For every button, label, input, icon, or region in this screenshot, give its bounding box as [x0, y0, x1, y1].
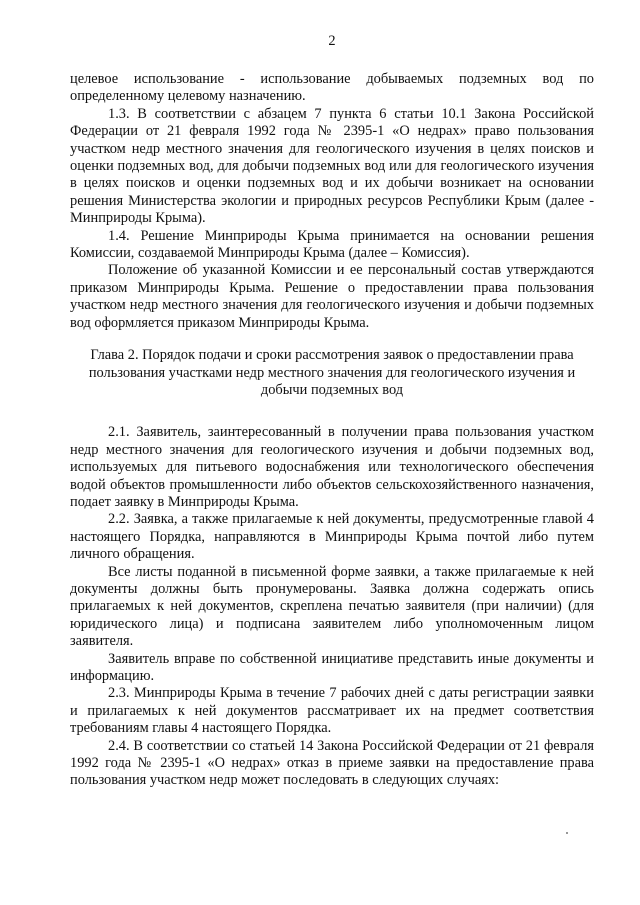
paragraph-1-4: 1.4. Решение Минприроды Крыма принимается на основании решения Комиссии, создаваемой Минприроды Крыма (далее – Комиссия).	[70, 227, 594, 262]
document-page	[70, 32, 594, 790]
scan-speck	[566, 832, 568, 834]
paragraph-additional-documents: Заявитель вправе по собственной инициативе представить иные документы и информацию.	[70, 650, 594, 684]
paragraph-2-4: 2.4. В соответствии со статьей 14 Закона Российской Федерации от 21 февраля 1992 года № 2395-1 «О недрах» отказ в приеме заявки на предоставление права пользования участком недр может последовать в следующих случаях:	[70, 737, 594, 789]
chapter-2-heading: Глава 2. Порядок подачи и сроки рассмотрения заявок о предоставлении права пользования участками недр местного значения для геологического изучения и добычи подземных вод	[88, 347, 576, 398]
paragraph-commission-regulation: Положение об указанной Комиссии и ее персональный состав утверждаются приказом Минприроды Крыма. Решение о предоставлении права пользования участком недр местного значения для геологического изучения и добычи подземных вод оформляется приказом Минприроды Крыма.	[70, 262, 594, 331]
paragraph-2-1: 2.1. Заявитель, заинтересованный в получении права пользования участком недр местного значения для геологического изучения и добычи подземных вод, используемых для питьевого водоснабжения или технологического обеспечения водой объектов промышленности либо объектов сельскохозяйственного назначения, подает заявку в Минприроды Крыма.	[70, 424, 594, 510]
paragraph-2-2: 2.2. Заявка, а также прилагаемые к ней документы, предусмотренные главой 4 настоящего Порядка, направляются в Минприроды Крыма почтой либо путем личного обращения.	[70, 511, 594, 563]
paragraph-2-3: 2.3. Минприроды Крыма в течение 7 рабочих дней с даты регистрации заявки и прилагаемых к ней документов рассматривает их на предмет соответствия требованиям главы 4 настоящего Порядка.	[70, 685, 594, 737]
paragraph-sheets-numbering: Все листы поданной в письменной форме заявки, а также прилагаемые к ней документы должны быть пронумерованы. Заявка должна содержать опись прилагаемых к ней документов, скреплена печатью заявителя (при наличии) (для юридического лица) и подписана заявителем либо уполномоченным лицом заявителя.	[70, 563, 594, 650]
page-number: 2	[328, 33, 336, 49]
paragraph-purpose-definition: целевое использование - использование добываемых подземных вод по определенному целевому назначению.	[70, 71, 594, 105]
paragraph-1-3: 1.3. В соответствии с абзацем 7 пункта 6 статьи 10.1 Закона Российской Федерации от 21 февраля 1992 года № 2395-1 «О недрах» право пользования участком недр местного значения для геологического изучения в целях поисков и оценки подземных вод, для добычи подземных вод или для геологического изучения в целях поисков и оценки подземных вод и их добычи возникает на основании решения Министерства экологии и природных ресурсов Республики Крым (далее - Минприроды Крыма).	[70, 105, 594, 227]
